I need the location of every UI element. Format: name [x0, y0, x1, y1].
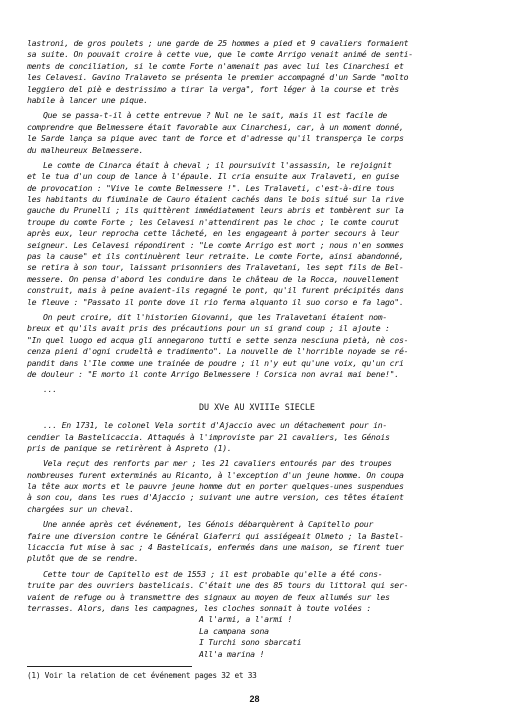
text-line: leggiero del piè e destrissimo a tirar la verga", fort léger à la course et très: [27, 83, 399, 94]
poem-line: I Turchi sono sbarcati: [199, 637, 302, 648]
text-line: construit, mais à peine avaient-ils regagné le pont, qu'il furent précipités dans: [27, 285, 404, 296]
ellipsis: ...: [43, 384, 57, 395]
text-line: ments de conciliation, si le comte Forte n'amenait pas avec lui les Cinarchesi et: [27, 60, 404, 71]
text-line: la tête aux morts et le pauvre jeune homme dut en porter quelques-unes suspendues: [27, 481, 404, 492]
text-line: seigneur. Les Celavesi répondirent : "Le comte Arrigo est mort ; nous n'en sommes: [27, 239, 404, 250]
text-line: pris de panique se retirèrent à Aspreto (1).: [27, 442, 232, 453]
text-line: Vela reçut des renforts par mer ; les 21 cavaliers entourés par des troupes: [43, 458, 392, 469]
paragraph-3: [27, 160, 487, 308]
page-number: 28: [249, 694, 260, 704]
text-line: Cette tour de Capitello est de 1553 ; il est probable qu'elle a été cons-: [43, 568, 383, 579]
body-text: [27, 38, 487, 681]
poem-line: A l'armi, a l'armi !: [199, 614, 292, 625]
text-line: ... En 1731, le colonel Vela sortit d'Ajaccio avec un détachement pour in-: [43, 420, 388, 431]
text-line: à son cou, dans les rues d'Ajaccio ; suivant une autre version, ces têtes étaient: [27, 492, 404, 503]
footnote-divider: [27, 666, 192, 667]
text-line: les Celavesi. Gavino Tralaveto se présenta le premier accompagné d'un Sarde "molto: [27, 72, 409, 83]
text-line: truite par des ouvriers bastelicais. C'était une des 85 tours du littoral qui ser-: [27, 580, 409, 591]
text-line: pandit dans l'Ile comme une trainée de poudre ; il n'y eut qu'une voix, qu'un cri: [27, 357, 404, 368]
text-line: lastroni, de gros poulets ; une garde de 25 hommes a pied et 9 cavaliers formaient: [27, 38, 409, 48]
text-line: terrasses. Alors, dans les campagnes, les cloches sonnait à toute volées :: [27, 602, 372, 613]
text-line: les habitants du fiuminale de Cauro étaient cachés dans le bois situé sur la rive: [27, 194, 404, 205]
paragraph-1: [27, 38, 487, 106]
text-line: "In quel luogo ed acqua gli annegarono tutti e sette senza nesciuna pietà, nè cos-: [27, 334, 409, 345]
paragraph-7: [27, 519, 487, 565]
paragraph-6: [27, 458, 487, 515]
text-line: Le comte de Cinarca était à cheval ; il poursuivit l'assassin, le rejoignit: [43, 159, 392, 170]
paragraph-4: [27, 312, 487, 380]
text-line: du malheureux Belmessere.: [27, 144, 144, 155]
text-line: le Sarde lança sa pique avec tant de force et d'adresse qu'il transperça le corps: [27, 133, 404, 144]
text-line: comprendre que Belmessere était favorable aux Cinarchesi, car, à un moment donné,: [27, 121, 404, 132]
text-line: et le tua d'un coup de lance à l'épaule. Il cria ensuite aux Tralaveti, en guise: [27, 171, 399, 182]
text-line: chargées sur un cheval.: [27, 503, 134, 514]
text-line: messere. On pensa d'abord les conduire dans le château de la Rocca, nouvellement: [27, 273, 399, 284]
text-line: se retira à son tour, laissant prisonniers des Tralavetani, les sept fils de Bel-: [27, 262, 404, 273]
text-line: sa suite. On pouvait croire à cette vue, que le comte Arrigo venait animé de senti-: [27, 49, 413, 60]
text-line: troupe du comte Forte ; les Celavesi n'attendirent pas le choc ; le comte courut: [27, 216, 399, 227]
text-line: vaient de refuge ou à transmettre des signaux au moyen de feux allumés sur les: [27, 591, 390, 602]
text-line: On peut croire, dit l'historien Giovanni, que les Tralavetani étaient nom-: [43, 311, 388, 322]
poem-line: La campana sona: [199, 625, 269, 636]
paragraph-2: [27, 110, 487, 156]
text-line: le fleuve : "Passato il ponte dove il rio ferma alquanto il suo corso e fa lago".: [27, 296, 404, 307]
text-line: cenza pieni d'ogni crudeltà e tradimento". La nouvelle de l'horrible noyade se ré-: [27, 346, 409, 357]
section-heading: DU XVe AU XVIIIe SIECLE: [199, 401, 315, 412]
poem: [27, 614, 487, 660]
paragraph-8: [27, 569, 487, 615]
text-line: plutôt que de se rendre.: [27, 553, 139, 564]
text-line: de douleur : "E morto il conte Arrigo Belmessere ! Corsica non avrai mai bene!".: [27, 368, 399, 379]
text-line: pas la cause" et ils continuèrent leur retraite. Le comte Forte, ainsi abandonné,: [27, 251, 404, 262]
text-line: breux et qu'ils avait pris des précautions pour un si grand coup ; il ajoute :: [27, 323, 390, 334]
text-line: gauche du Prunelli ; ils quittèrent immédiatement leurs abris et tombèrent sur la: [27, 205, 404, 216]
text-line: de provocation : "Vive le comte Belmessere !". Les Tralaveti, c'est-à-dire tous: [27, 182, 395, 193]
poem-line: All'a marina !: [199, 648, 265, 659]
paragraph-5: [27, 420, 487, 454]
text-line: après eux, leur reprocha cette lâcheté, en les engageant à porter secours à leur: [27, 228, 399, 239]
text-line: licaccia fut mise à sac ; 4 Bastelicais, enfermés dans une maison, se firent tuer: [27, 542, 404, 553]
text-line: nombreuses furent exterminés au Ricanto, à l'exception d'un jeune homme. On coupa: [27, 469, 404, 480]
footnote: (1) Voir la relation de cet événement pages 32 et 33: [27, 670, 257, 680]
text-line: faire une diversion contre le Général Giaferri qui assiégeait Olmeto ; la Bastel-: [27, 530, 404, 541]
text-line: Que se passa-t-il à cette entrevue ? Nul ne le sait, mais il est facile de: [43, 110, 388, 121]
text-line: habile à lancer une pique.: [27, 94, 148, 105]
text-line: Une année après cet événement, les Génois débarquèrent à Capitello pour: [43, 519, 374, 530]
text-line: cendier la Bastelicaccia. Attaqués à l'improviste par 21 cavaliers, les Génois: [27, 431, 390, 442]
